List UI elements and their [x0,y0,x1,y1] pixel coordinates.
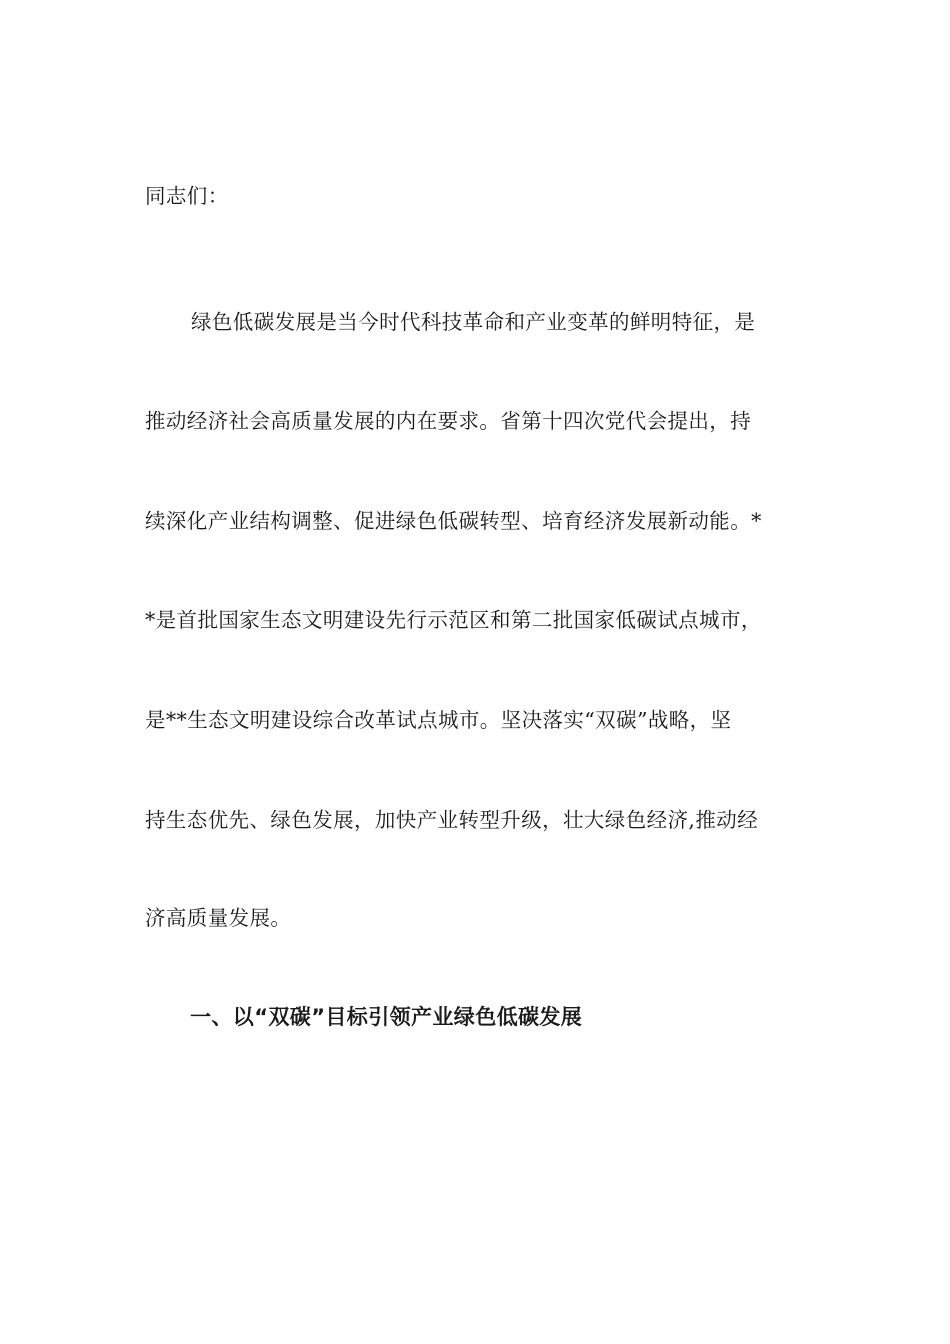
paragraph-line-3: 续深化产业结构调整、促进绿色低碳转型、培育经济发展新动能。* [145,509,762,533]
paragraph-line-5: 是**生态文明建设综合改革试点城市。坚决落实“双碳”战略，坚 [145,708,732,732]
paragraph-line-2: 推动经济社会高质量发展的内在要求。省第十四次党代会提出，持 [145,409,752,433]
salutation: 同志们： [145,184,229,208]
paragraph-line-6: 持生态优先、绿色发展，加快产业转型升级，壮大绿色经济,推动经 [145,808,759,832]
paragraph-line-4: *是首批国家生态文明建设先行示范区和第二批国家低碳试点城市， [145,608,762,632]
section-heading: 一、以“双碳”目标引领产业绿色低碳发展 [190,1005,583,1029]
paragraph-line-1: 绿色低碳发展是当今时代科技革命和产业变革的鲜明特征，是 [191,310,756,334]
paragraph-line-7: 济高质量发展。 [145,906,292,930]
